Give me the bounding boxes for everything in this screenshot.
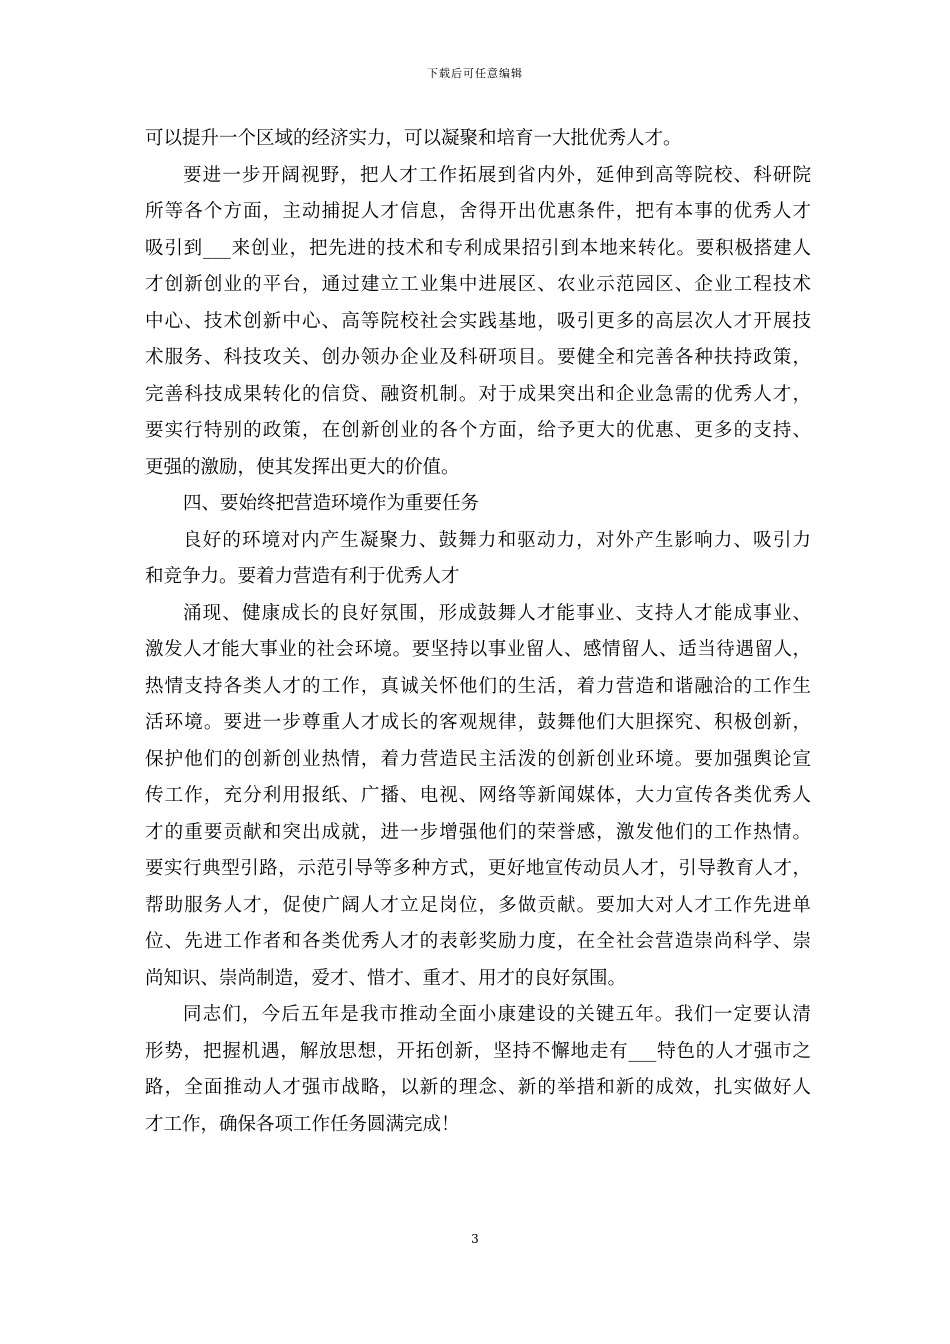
text-line: 形势，把握机遇，解放思想，开拓创新，坚持不懈地走有___特色的人才强市之 [145, 1040, 811, 1062]
text-line: 热情支持各类人才的工作，真诚关怀他们的生活，着力营造和谐融洽的工作生 [145, 675, 811, 697]
text-line: 才工作，确保各项工作任务圆满完成！ [145, 1113, 460, 1135]
text-line: 要实行典型引路，示范引导等多种方式，更好地宣传动员人才，引导教育人才， [145, 858, 811, 879]
text-line: 四、要始终把营造环境作为重要任务 [183, 493, 480, 514]
text-line: 可以提升一个区域的经济实力，可以凝聚和培育一大批优秀人才。 [145, 128, 682, 149]
text-line: 才创新创业的平台，通过建立工业集中进展区、农业示范园区、企业工程技术 [145, 274, 811, 295]
text-line: 涌现、健康成长的良好氛围，形成鼓舞人才能事业、支持人才能成事业、 [183, 602, 811, 624]
text-line: 和竞争力。要着力营造有利于优秀人才 [145, 566, 460, 587]
text-line: 激发人才能大事业的社会环境。要坚持以事业留人、感情留人、适当待遇留人， [145, 639, 811, 660]
text-line: 保护他们的创新创业热情，着力营造民主活泼的创新创业环境。要加强舆论宣 [145, 748, 811, 770]
text-line: 位、先进工作者和各类优秀人才的表彰奖励力度，在全社会营造崇尚科学、崇 [145, 931, 811, 952]
text-line: 尚知识、崇尚制造，爱才、惜才、重才、用才的良好氛围。 [145, 967, 627, 989]
document-body [145, 124, 811, 1146]
text-line: 帮助服务人才，促使广阔人才立足岗位，多做贡献。要加大对人才工作先进单 [145, 894, 811, 916]
text-line: 术服务、科技攻关、创办领办企业及科研项目。要健全和完善各种扶持政策， [145, 347, 811, 368]
text-line: 良好的环境对内产生凝聚力、鼓舞力和驱动力，对外产生影响力、吸引力 [183, 529, 811, 551]
text-line: 完善科技成果转化的信贷、融资机制。对于成果突出和企业急需的优秀人才， [145, 383, 811, 405]
text-line: 要进一步开阔视野，把人才工作拓展到省内外，延伸到高等院校、科研院 [183, 164, 811, 186]
page-number: 3 [471, 1232, 479, 1246]
text-line: 活环境。要进一步尊重人才成长的客观规律，鼓舞他们大胆探究、积极创新， [145, 712, 811, 733]
page-header: 下载后可任意编辑 [427, 67, 523, 80]
text-line: 吸引到___来创业，把先进的技术和专利成果招引到本地来转化。要积极搭建人 [145, 237, 811, 259]
text-line: 所等各个方面，主动捕捉人才信息，舍得开出优惠条件，把有本事的优秀人才 [145, 201, 811, 222]
text-line: 传工作，充分利用报纸、广播、电视、网络等新闻媒体，大力宣传各类优秀人 [145, 785, 811, 806]
text-line: 路，全面推动人才强市战略，以新的理念、新的举措和新的成效，扎实做好人 [145, 1077, 811, 1098]
text-line: 才的重要贡献和突出成就，进一步增强他们的荣誉感，激发他们的工作热情。 [145, 821, 811, 843]
text-line: 中心、技术创新中心、高等院校社会实践基地，吸引更多的高层次人才开展技 [145, 310, 811, 332]
text-line: 更强的激励，使其发挥出更大的价值。 [145, 456, 460, 478]
text-line: 要实行特别的政策，在创新创业的各个方面，给予更大的优惠、更多的支持、 [145, 420, 811, 441]
text-line: 同志们，今后五年是我市推动全面小康建设的关键五年。我们一定要认清 [183, 1004, 811, 1025]
